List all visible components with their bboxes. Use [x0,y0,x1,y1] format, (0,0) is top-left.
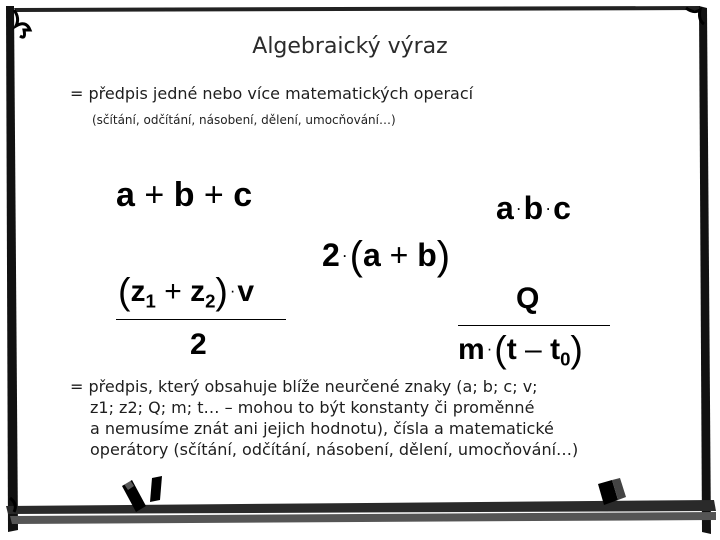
subscript-0: 0 [560,348,571,370]
dot-operator: · [229,282,236,301]
var-a: a [362,236,381,273]
var-z2: z [190,275,206,308]
subscript-1: 1 [145,290,156,312]
var-c: c [553,190,571,226]
frame-left-border [6,6,18,532]
fraction-z-bar [116,319,286,320]
var-b: b [523,190,544,226]
fraction-z-denominator: 2 [190,328,207,361]
expression-sum [116,176,252,215]
var-v: v [237,275,255,308]
definition-2-line: z1; z2; Q; m; t… – mohou to být konstanty či proměnné [90,398,535,417]
definition-2-line: a nemusíme znát ani jejich hodnotu), čísla a matematické [90,419,554,438]
plus-sign: + [203,176,224,214]
fraction-q-numerator: Q [516,282,540,315]
var-b: b [173,176,195,214]
plus-sign: + [144,176,165,214]
dot-operator: · [515,197,522,218]
fraction-q-denominator [458,328,583,371]
var-z1: z [130,275,146,308]
plus-sign: + [164,275,182,308]
right-paren: ) [215,270,228,312]
frame-right-border [699,6,711,534]
definition-1: = předpis jedné nebo více matematických operací [70,84,474,103]
fraction-q-bar [458,325,610,326]
slide-title: Algebraický výraz [252,34,448,59]
dot-operator: · [341,244,348,265]
left-paren: ( [494,328,507,370]
var-c: c [233,176,253,214]
left-paren: ( [349,234,363,278]
plus-sign: + [389,236,409,273]
expression-product [496,190,571,227]
dot-operator: · [545,197,552,218]
var-a: a [496,190,514,226]
var-t: t [506,333,517,366]
definition-2-line: = předpis, který obsahuje blíže neurčené znaky (a; b; c; v; [70,377,538,396]
fraction-z-numerator [118,270,254,313]
var-t0: t [550,333,561,366]
var-m: m [458,333,485,366]
definition-2 [70,376,690,460]
var-b: b [417,236,437,273]
definition-1-note: (sčítání, odčítání, násobení, dělení, umocňování…) [92,113,396,127]
right-paren: ) [570,328,583,370]
expression-two-times [322,234,450,279]
left-paren: ( [118,270,131,312]
dot-operator: · [486,340,493,359]
definition-2-line: operátory (sčítání, odčítání, násobení, dělení, umocňování…) [90,440,579,459]
frame-top-border [14,6,702,12]
number-two: 2 [322,236,340,273]
right-paren: ) [436,234,451,278]
minus-sign: – [525,333,542,366]
frame-bottom-ledge [10,512,716,524]
subscript-2: 2 [205,290,216,312]
var-a: a [116,176,135,214]
